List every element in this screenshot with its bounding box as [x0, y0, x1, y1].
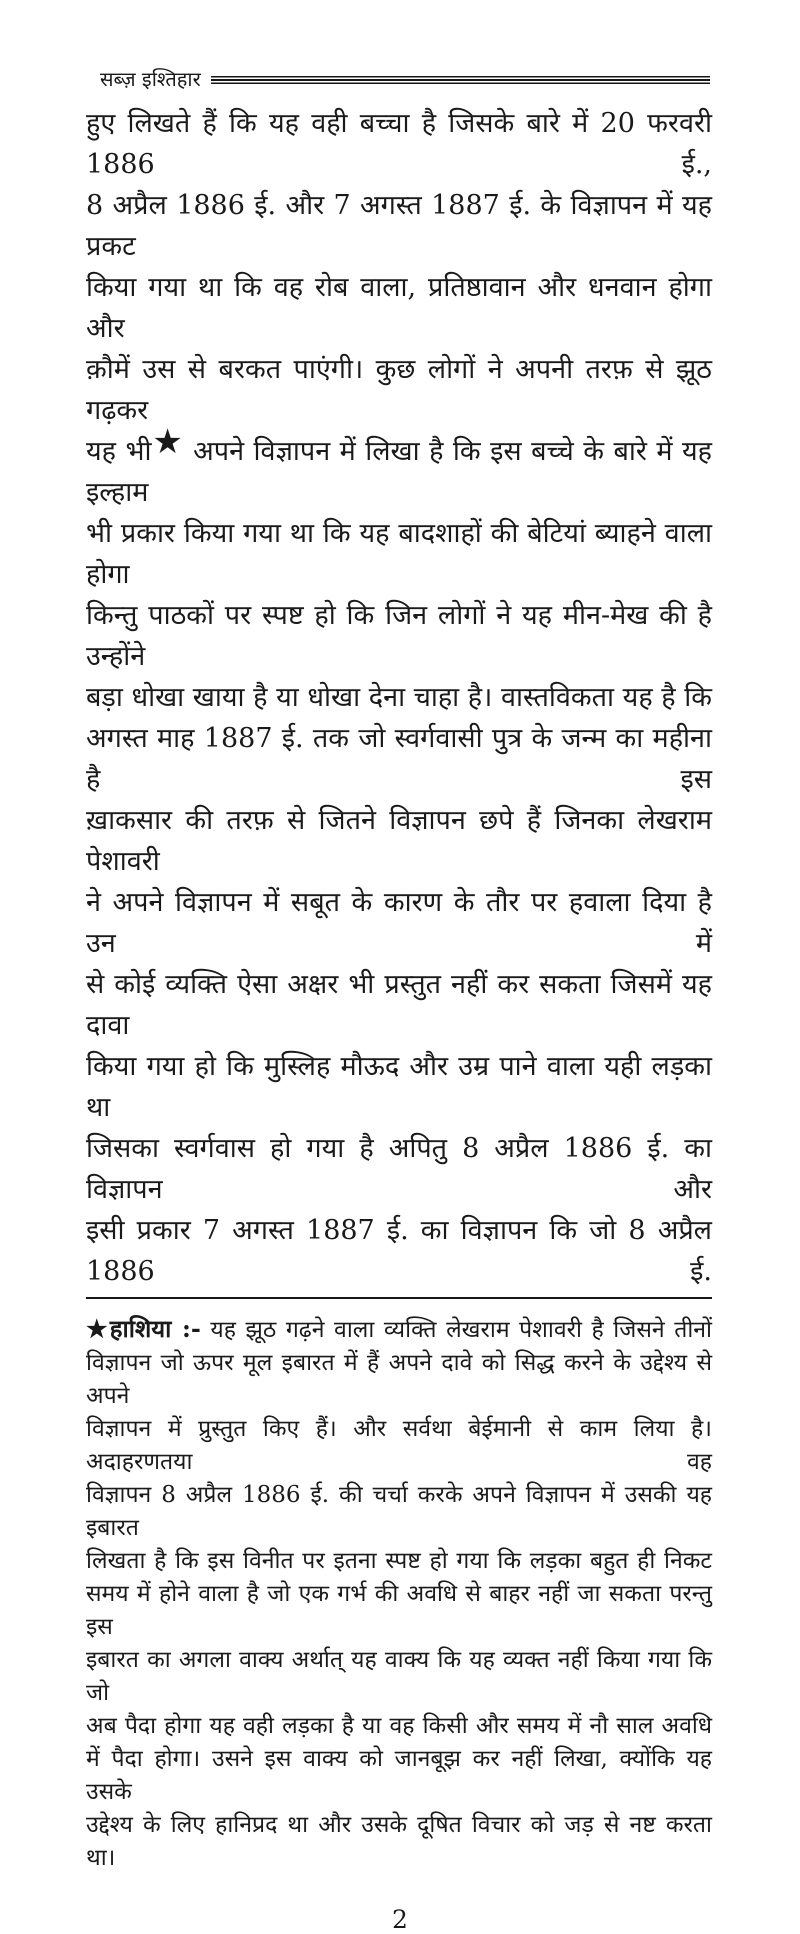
footnote-heading: ★हाशिया :-	[86, 1314, 201, 1343]
footnote-text-line: अब पैदा होगा यह वही लड़का है या वह किसी और समय में नौ साल अवधि	[86, 1713, 712, 1739]
header-triple-rule	[211, 76, 710, 84]
body-text-line: जिसका स्वर्गवास हो गया है अपितु 8 अप्रैल 1886 ई. का विज्ञापन और	[86, 1133, 712, 1205]
body-text-line: यह भी★ अपने विज्ञापन में लिखा है कि इस बच्चे के बारे में यह इल्हाम	[86, 422, 712, 508]
body-text-line: भी प्रकार किया गया था कि यह बादशाहों की बेटियां ब्याहने वाला होगा	[86, 518, 712, 590]
body-text-line: 8 अप्रैल 1886 ई. और 7 अगस्त 1887 ई. के विज्ञापन में यह प्रकट	[86, 190, 712, 262]
page-header	[100, 66, 710, 92]
footnote-text-line: समय में होने वाला है जो एक गर्भ की अवधि से बाहर नहीं जा सकता परन्तु इस	[86, 1581, 712, 1640]
body-text-line: किया गया था कि वह रोब वाला, प्रतिष्ठावान और धनवान होगा और	[86, 272, 712, 344]
body-text-line: अगस्त माह 1887 ई. तक जो स्वर्गवासी पुत्र के जन्म का महीना है इस	[86, 723, 712, 795]
body-text-line: से कोई व्यक्ति ऐसा अक्षर भी प्रस्तुत नहीं कर सकता जिसमें यह दावा	[86, 969, 712, 1041]
footnote-text-line: विज्ञापन 8 अप्रैल 1886 ई. की चर्चा करके अपने विज्ञापन में उसकी यह इबारत	[86, 1482, 712, 1541]
footnote-text	[86, 1312, 712, 1875]
body-text-line: क़ौमें उस से बरकत पाएंगी। कुछ लोगों ने अपनी तरफ़ से झूठ गढ़कर	[86, 354, 712, 426]
body-text-line: इसी प्रकार 7 अगस्त 1887 ई. का विज्ञापन कि जो 8 अप्रैल 1886 ई.	[86, 1215, 712, 1287]
running-head-title: सब्ज़ इश्तिहार	[100, 67, 201, 91]
body-text-line: ख़ाकसार की तरफ़ से जितने विज्ञापन छपे हैं जिनका लेखराम पेशावरी	[86, 805, 712, 877]
footnote-text-line: इबारत का अगला वाक्य अर्थात् यह वाक्य कि यह व्यक्त नहीं किया गया कि जो	[86, 1647, 712, 1706]
body-text-line: बड़ा धोखा खाया है या धोखा देना चाहा है। वास्तविकता यह है कि	[86, 682, 712, 713]
main-body-text	[86, 103, 712, 1292]
footnote-text-line: विज्ञापन में प्रुस्तुत किए हैं। और सर्वथा बेईमानी से काम लिया है। अदाहरणतया वह	[86, 1416, 712, 1475]
footnote-text-line: में पैदा होगा। उसने इस वाक्य को जानबूझ कर नहीं लिखा, क्योंकि यह उसके	[86, 1746, 712, 1805]
body-text-line: किन्तु पाठकों पर स्पष्ट हो कि जिन लोगों ने यह मीन-मेख की है उन्होंने	[86, 600, 712, 672]
body-text-line: हुए लिखते हैं कि यह वही बच्चा है जिसके बारे में 20 फरवरी 1886 ई.,	[86, 108, 712, 180]
footnote-text-line: विज्ञापन जो ऊपर मूल इबारत में हैं अपने दावे को सिद्ध करने के उद्देश्य से अपने	[86, 1350, 712, 1409]
footnote-text-line: ★हाशिया :- यह झूठ गढ़ने वाला व्यक्ति लेखराम पेशावरी है जिसने तीनों	[86, 1314, 712, 1343]
footnote-star-marker: ★	[151, 422, 184, 462]
body-text-line: किया गया हो कि मुस्लिह मौऊद और उम्र पाने वाला यही लड़का था	[86, 1051, 712, 1123]
footnote-text-line: लिखता है कि इस विनीत पर इतना स्पष्ट हो गया कि लड़का बहुत ही निकट	[86, 1548, 712, 1574]
footnote-text-line: उद्देश्य के लिए हानिप्रद था और उसके दूषित विचार को जड़ से नष्ट करता था।	[86, 1812, 712, 1871]
page-number: 2	[392, 1905, 408, 1934]
body-text-line: ने अपने विज्ञापन में सबूत के कारण के तौर पर हवाला दिया है उन में	[86, 887, 712, 959]
footnote-divider-rule	[86, 1297, 712, 1299]
